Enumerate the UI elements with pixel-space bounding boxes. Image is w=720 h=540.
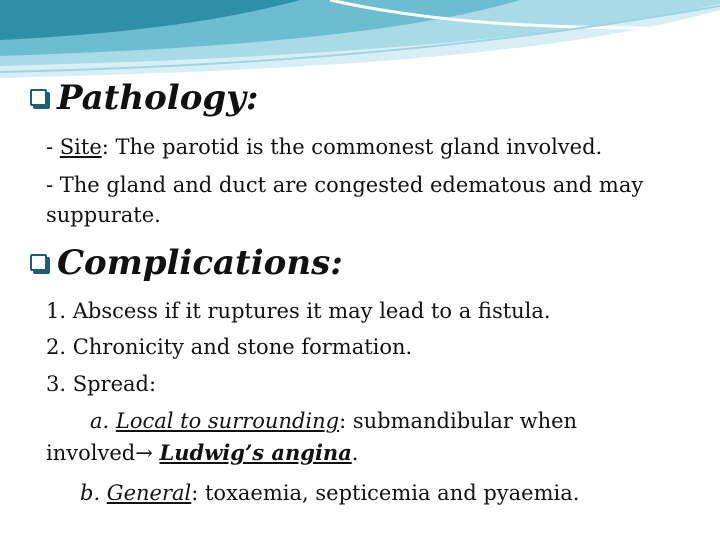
ludwig-angina-text: Ludwig’s angina [159,440,352,465]
spread-local-line-cont [46,438,358,468]
spread-general-line [80,478,579,508]
local-prefix: a. [90,409,116,433]
general-prefix: b. [80,481,107,505]
dash: - [46,135,60,159]
spread-local-line [90,406,577,436]
site-text: : The parotid is the commonest gland involved. [101,135,603,159]
pathology-gland-line-cont: suppurate. [46,203,161,227]
general-label: General [106,481,192,505]
square-bullet-icon [30,254,47,271]
complication-item-2: 2. Chronicity and stone formation. [46,335,413,359]
pathology-site-line [46,132,602,162]
pathology-gland-line: - The gland and duct are congested edematous and may [46,173,644,197]
complications-heading-text: Complications: [57,243,343,283]
square-bullet-icon [30,89,47,106]
complication-item-1: 1. Abscess if it ruptures it may lead to a fistula. [46,299,551,323]
involved-text: involved→ [46,441,160,465]
complication-item-3: 3. Spread: [46,372,157,396]
site-label: Site [59,135,102,159]
complications-heading [30,243,343,283]
pathology-heading-text: Pathology: [57,78,259,118]
pathology-heading [30,78,258,118]
local-label: Local to surrounding [115,409,340,433]
header-wave-decoration [0,0,720,90]
local-text: : submandibular when [339,409,578,433]
general-text: : toxaemia, septicemia and pyaemia. [191,481,580,505]
period: . [351,441,359,465]
